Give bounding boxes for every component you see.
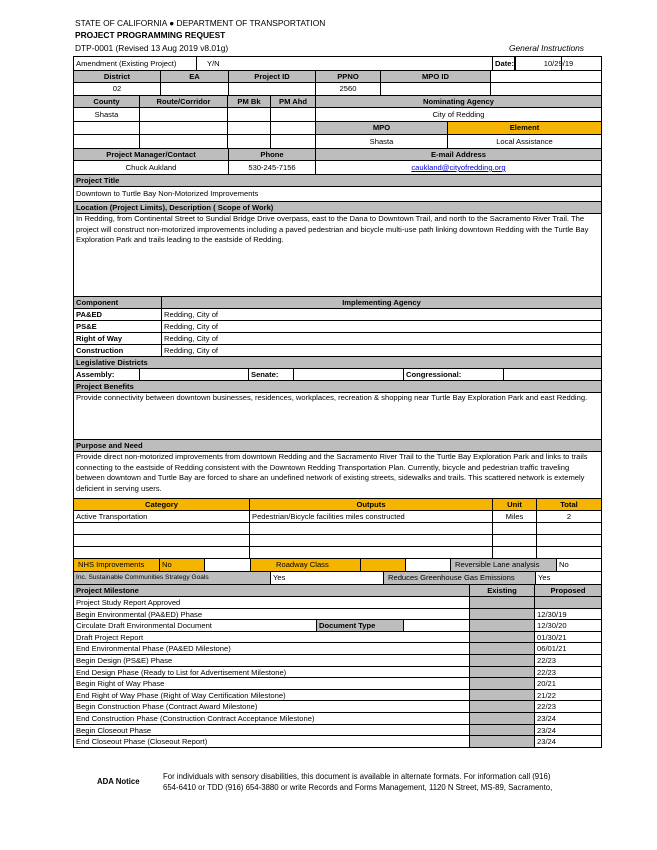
milestone-existing-field [470,678,535,689]
total-field-3[interactable] [537,535,601,546]
milestone-name: End Environmental Phase (PA&ED Milestone) [74,643,470,654]
pm-ahd-field-2[interactable] [271,122,316,134]
document-type-label: Document Type [316,620,404,631]
element-field[interactable]: Local Assistance [496,137,553,146]
route-header: Route/Corridor [140,96,228,107]
outputs-header-row [74,499,601,511]
congressional-label: Congressional: [404,369,504,380]
general-instructions-link[interactable]: General Instructions [509,43,584,53]
implementing-agency-field[interactable]: Redding, City of [164,346,219,355]
nominating-agency-header: Nominating Agency [422,97,495,106]
output-field[interactable]: Pedestrian/Bicycle facilities miles constructed [250,511,493,522]
district-field[interactable]: 02 [74,83,161,95]
ppno-field[interactable]: 2560 [316,83,381,95]
purpose-label: Purpose and Need [74,440,601,452]
milestone-proposed-field[interactable]: 23/24 [537,737,557,747]
milestone-row [74,713,601,725]
milestone-proposed-field[interactable]: 12/30/20 [537,621,567,631]
purpose-field[interactable]: Provide direct non-motorized improvements from downtown Redding and the Sacramento River Trail to the Turtle Bay Exploration Park and links to trails connecting to the eastside of Redding consistent with the Downtown Redding Transportation Plan. Currently, bicycle and pedestrian traffic traveling between downtown and Turtle Bay are forced to share an undefined network of existing streets, sidewalks and trails. This scattered network is extemely deficient in serving users. [74,452,601,499]
pm-ahd-field-3[interactable] [271,135,316,148]
legislative-label: Legislative Districts [74,357,601,369]
email-header: E-mail Address [430,150,486,159]
district-header: District [74,71,161,82]
contact-name-field[interactable]: Chuck Aukland [74,161,229,174]
total-field[interactable]: 2 [566,512,572,521]
location-header-row [74,96,601,108]
pm-ahd-field[interactable] [271,108,316,121]
unit-field[interactable]: Miles [493,511,537,522]
roadway-class-field[interactable] [361,559,406,571]
ada-notice-label: ADA Notice [97,777,140,786]
milestone-row [74,632,601,644]
milestone-name: End Closeout Phase (Closeout Report) [74,736,470,747]
mpo-id-field[interactable] [381,83,491,95]
milestone-existing-field [470,643,535,654]
milestone-row [74,609,601,621]
milestone-name: Draft Project Report [74,632,470,643]
output-row-blank [74,523,601,535]
reversible-lane-label: Reversible Lane analysis [451,559,557,571]
county-field-3[interactable] [74,135,140,148]
milestone-rows [74,597,601,748]
pm-ahd-header: PM Ahd [271,96,316,107]
category-field[interactable]: Active Transportation [74,511,250,522]
nominating-agency-field[interactable]: City of Redding [432,110,485,119]
milestone-proposed-field[interactable]: 06/01/21 [537,644,567,654]
form-id: DTP-0001 (Revised 13 Aug 2019 v8.01g) [75,43,229,53]
ppno-header: PPNO [316,71,381,82]
milestone-name: Project Study Report Approved [74,597,470,608]
county-header: County [74,96,140,107]
description-field[interactable]: In Redding, from Continental Street to Sundial Bridge Drive overpass, east to the Dana to Downtown Trail, and north to the Sacramento River Trail. The project will construct non-motorized improvements including a paved pedestrian and bicycle multi-use path linking downtown Redding with the Turtle Bay Exploration Park and trails leading to the eastside of Redding. [74,214,601,297]
contact-row [74,161,601,175]
output-field-3[interactable] [250,535,493,546]
project-id-header: Project ID [229,71,316,82]
category-field-3[interactable] [74,535,250,546]
nhs-field[interactable]: No [160,559,205,571]
outputs-header: Outputs [250,499,493,510]
pm-bk-field-3[interactable] [228,135,271,148]
form-title: PROJECT PROGRAMMING REQUEST [75,30,226,40]
milestone-existing-field [470,632,535,643]
flags-row-2 [74,572,601,585]
milestone-row [74,655,601,667]
flags-spacer [205,559,251,571]
category-field-4[interactable] [74,547,250,558]
amendment-label: Amendment (Existing Project) [74,57,197,70]
milestone-row [74,690,601,702]
county-field[interactable]: Shasta [74,108,140,121]
milestone-name: End Right of Way Phase (Right of Way Certification Milestone) [74,690,470,701]
proposed-header: Proposed [550,586,586,595]
roadway-class-label: Roadway Class [251,559,361,571]
ada-notice-line-2: 654-6410 or TDD (916) 654-3880 or write Records and Forms Management, 1120 N Street, MS-89, Sacramento, [163,783,553,792]
phone-field[interactable]: 530-245-7156 [229,161,316,174]
unit-field-2[interactable] [493,523,537,534]
date-field[interactable]: 10/29/19 [515,57,601,70]
route-field[interactable] [140,108,228,121]
output-field-2[interactable] [250,523,493,534]
milestone-proposed-field[interactable] [535,597,601,608]
milestone-existing-field [470,690,535,701]
project-id-field[interactable] [229,83,316,95]
route-field-3[interactable] [140,135,228,148]
amendment-row [74,57,601,71]
unit-field-3[interactable] [493,535,537,546]
component-name: PS&E [74,321,162,332]
output-row-blank [74,535,601,547]
milestone-row [74,678,601,690]
id-header-blank [491,71,601,82]
component-header-row [74,297,601,309]
amendment-value[interactable]: Y/N [197,57,562,70]
output-row [74,511,601,523]
flags-spacer-2 [406,559,451,571]
milestone-proposed-field[interactable]: 22/23 [537,667,557,677]
component-name: Construction [74,345,162,356]
total-field-2[interactable] [537,523,601,534]
project-title-field[interactable]: Downtown to Turtle Bay Non-Motorized Improvements [74,187,601,202]
total-field-4[interactable] [537,547,601,558]
implementing-agency-field[interactable]: Redding, City of [164,334,219,343]
milestone-name: Begin Right of Way Phase [74,678,470,689]
phone-header: Phone [229,149,316,160]
id-header-row [74,71,601,83]
milestone-existing-field [470,667,535,678]
ea-field[interactable] [161,83,229,95]
description-label: Location (Project Limits), Description ( Scope of Work) [74,202,601,214]
milestone-existing-field [470,701,535,712]
total-header: Total [537,499,601,510]
milestone-header: Project Milestone [74,585,470,596]
milestone-proposed-field[interactable]: 01/30/21 [537,632,567,642]
milestone-proposed-field[interactable]: 12/30/19 [537,609,567,619]
benefits-field[interactable]: Provide connectivity between downtown businesses, residences, workplaces, recreation & shopping near Turtle Bay Exploration Park and east Redding. [74,393,601,440]
milestone-row [74,667,601,679]
unit-field-4[interactable] [493,547,537,558]
form-table [73,56,602,748]
milestone-existing-field [470,713,535,724]
pm-bk-field-2[interactable] [228,122,271,134]
milestone-proposed-field[interactable]: 22/23 [537,655,557,665]
implementing-agency-field[interactable]: Redding, City of [164,310,219,319]
milestone-row [74,620,601,632]
milestone-row [74,701,601,713]
implementing-agency-field[interactable]: Redding, City of [164,322,219,331]
component-name: PA&ED [74,309,162,320]
output-row-blank [74,547,601,559]
mpo-id-header: MPO ID [381,71,491,82]
congressional-field[interactable] [504,369,601,380]
milestone-existing-field [470,655,535,666]
milestone-proposed-field[interactable]: 23/24 [537,725,557,735]
milestone-name: End Design Phase (Ready to List for Advertisement Milestone) [74,667,470,678]
benefits-label: Project Benefits [74,381,601,393]
milestone-name: Begin Closeout Phase [74,725,470,736]
milestone-row [74,597,601,609]
component-name: Right of Way [74,333,162,344]
component-row [74,309,601,321]
assembly-field[interactable] [140,369,249,380]
category-header: Category [74,499,250,510]
category-field-2[interactable] [74,523,250,534]
mpo-field[interactable]: Shasta [316,135,448,148]
milestone-row [74,736,601,748]
milestone-proposed-field[interactable]: 23/24 [537,713,557,723]
id-value-blank [491,83,601,95]
id-value-row [74,83,601,96]
implementing-agency-header: Implementing Agency [342,298,421,307]
milestone-existing-field [470,725,535,736]
ghg-label: Reduces Greenhouse Gas Emissions [384,572,536,584]
assembly-label: Assembly: [74,369,140,380]
milestone-header-row [74,585,601,597]
email-cell [316,161,601,174]
milestone-proposed-field[interactable]: 21/22 [537,690,557,700]
milestone-row [74,643,601,655]
scs-goals-label: Inc. Sustainable Communities Strategy Goals [74,572,271,584]
ea-header: EA [161,71,229,82]
legislative-row [74,369,601,381]
milestone-proposed-field[interactable]: 22/23 [537,702,557,712]
senate-field[interactable] [294,369,404,380]
milestone-row [74,725,601,737]
project-title-label: Project Title [74,175,601,187]
output-field-4[interactable] [250,547,493,558]
mpo-header: MPO [316,122,448,134]
ada-notice-line-1: For individuals with sensory disabilities, this document is available in alternate formats. For information call (916) [163,772,551,781]
pm-bk-header: PM Bk [228,96,271,107]
contact-header: Project Manager/Contact [74,149,229,160]
milestone-name: Begin Environmental (PA&ED) Phase [74,609,470,620]
location-row-3 [74,135,601,149]
email-link[interactable]: caukland@cityofredding.org [411,163,506,172]
milestone-name: Begin Construction Phase (Contract Award Milestone) [74,701,470,712]
milestone-existing-field [470,736,535,747]
ghg-field[interactable]: Yes [538,573,551,582]
milestone-existing-field [470,609,535,620]
reversible-lane-field[interactable]: No [559,560,569,569]
milestone-existing-field [470,597,535,608]
senate-label: Senate: [249,369,294,380]
pm-bk-field[interactable] [228,108,271,121]
location-row-2 [74,122,601,135]
milestone-name: Begin Design (PS&E) Phase [74,655,470,666]
component-row [74,345,601,357]
existing-header: Existing [470,585,535,596]
scs-goals-field[interactable]: Yes [271,572,384,584]
component-header: Component [74,297,162,308]
nhs-label: NHS Improvements [74,559,160,571]
component-row [74,333,601,345]
element-header: Element [448,122,601,134]
date-label: Date: [492,57,515,70]
milestone-name: Circulate Draft Environmental Document [74,620,470,631]
milestone-existing-field [470,620,535,631]
component-row [74,321,601,333]
county-field-2[interactable] [74,122,140,134]
flags-row-1 [74,559,601,572]
location-row-1 [74,108,601,122]
unit-header: Unit [493,499,537,510]
milestone-proposed-field[interactable]: 20/21 [537,679,557,689]
agency-heading: STATE OF CALIFORNIA ● DEPARTMENT OF TRANSPORTATION [75,18,326,28]
contact-header-row [74,149,601,161]
route-field-2[interactable] [140,122,228,134]
milestone-name: End Construction Phase (Construction Contract Acceptance Milestone) [74,713,470,724]
